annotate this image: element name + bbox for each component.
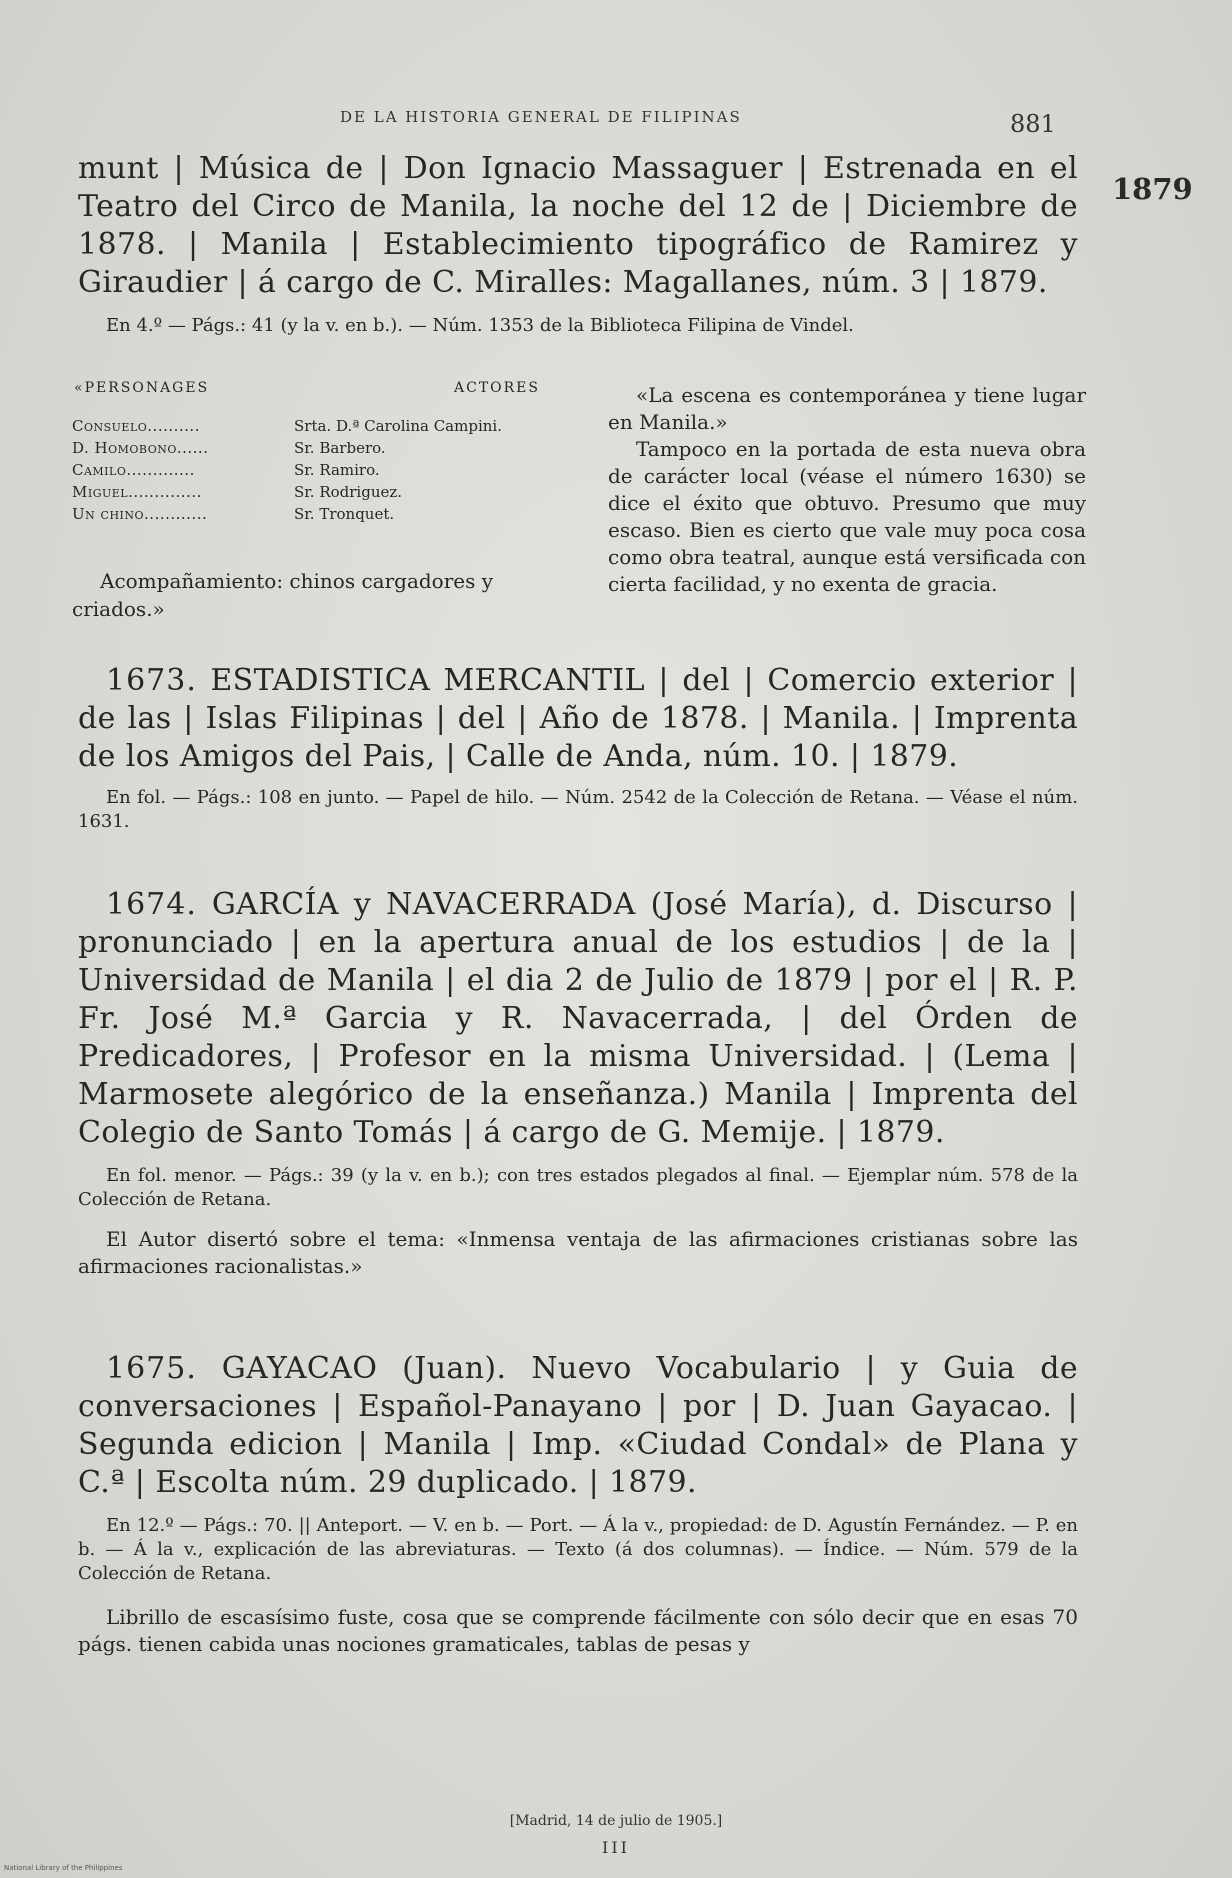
cast-row	[72, 416, 602, 438]
cast-header-actors: ACTORES	[454, 380, 540, 396]
cast-header	[72, 378, 602, 398]
cast-row	[72, 482, 602, 504]
entry-text: ESTADISTICA MERCANTIL | del | Comercio exterior | de las | Islas Filipinas | del | Año de 1878. | Manila. | Imprenta de los Amigos del Pais, | Calle de Anda, núm. 10. | 1879.	[78, 663, 1079, 774]
cast-role: Consuelo..........	[72, 417, 200, 435]
cast-role: Un chino............	[72, 505, 208, 523]
margin-year: 1879	[1112, 172, 1193, 206]
continuation-text: munt | Música de | Don Ignacio Massaguer | Estrenada en el Teatro del Circo de Manila, la noche del 12 de | Diciembre de 1878. | Manila | Establecimiento tipográfico de Ramirez y Giraudier | á cargo de C. Miralles: Magallanes, núm. 3 | 1879.	[78, 151, 1078, 300]
entry-1675	[78, 1350, 1078, 1658]
commentary: Tampoco en la portada de esta nueva obra de carácter local (véase el número 1630) se dice el éxito que obtuvo. Presumo que muy escaso. Bien es cierto que vale muy poca cosa como obra teatral, aunque está versificada con cierta facilidad, y no exenta de gracia.	[608, 437, 1086, 596]
cast-actor: Sr. Tronquet.	[294, 505, 395, 523]
entry-note: En fol. — Págs.: 108 en junto. — Papel de hilo. — Núm. 2542 de la Colección de Retana. — Véase el núm. 1631.	[78, 787, 1078, 832]
cast-role: D. Homobono......	[72, 439, 209, 457]
scene-note: «La escena es contemporánea y tiene lugar en Manila.»	[608, 383, 1086, 434]
entry-title	[78, 662, 1078, 776]
entry-number: 1673.	[106, 663, 197, 698]
cast-header-roles: «PERSONAGES	[74, 380, 210, 396]
entry-title	[78, 886, 1078, 1152]
entry-1674	[78, 886, 1078, 1280]
entry-number: 1674.	[106, 887, 197, 922]
cast-actor: Sr. Rodriguez.	[294, 483, 403, 501]
page-number: 881	[1010, 110, 1056, 138]
cast-actor: Srta. D.ª Carolina Campini.	[294, 417, 502, 435]
cast-actor: Sr. Ramiro.	[294, 461, 380, 479]
entry-comment: Librillo de escasísimo fuste, cosa que se comprende fácilmente con sólo decir que en esas 70 págs. tienen cabida unas nociones gramaticales, tablas de pesas y	[78, 1605, 1078, 1656]
continuation-block	[78, 150, 1078, 338]
cast-role: Miguel..............	[72, 483, 202, 501]
entry-comment: El Autor disertó sobre el tema: «Inmensa ventaja de las afirmaciones cristianas sobre las afirmaciones racionalistas.»	[78, 1227, 1078, 1278]
right-column	[608, 382, 1086, 598]
entry-note: En 12.º — Págs.: 70. || Anteport. — V. en b. — Port. — Á la v., propiedad: de D. Agustín Fernández. — P. en b. — Á la v., explicación de las abreviaturas. — Texto (á dos columnas). — Índice. — Núm. 579 de la Colección de Retana.	[78, 1515, 1078, 1584]
entry-1673	[78, 662, 1078, 834]
cast-row	[72, 460, 602, 482]
entry-text: GAYACAO (Juan). Nuevo Vocabulario | y Guia de conversaciones | Español-Panayano | por | D. Juan Gayacao. | Segunda edicion | Manila | Imp. «Ciudad Condal» de Plana y C.ª | Escolta núm. 29 duplicado. | 1879.	[78, 1351, 1078, 1500]
cast-row	[72, 438, 602, 460]
accompaniment-text: Acompañamiento: chinos cargadores y criados.»	[72, 569, 494, 621]
cast-role: Camilo.............	[72, 461, 195, 479]
signature-mark: III	[602, 1838, 630, 1857]
library-credit: National Library of the Philippines	[4, 1864, 123, 1872]
entry-number: 1675.	[106, 1351, 197, 1386]
entry-title	[78, 1350, 1078, 1502]
cast-list	[72, 378, 602, 526]
continuation-note: En 4.º — Págs.: 41 (y la v. en b.). — Núm. 1353 de la Biblioteca Filipina de Vindel.	[106, 315, 854, 336]
cast-actor: Sr. Barbero.	[294, 439, 386, 457]
print-date: [Madrid, 14 de julio de 1905.]	[509, 1813, 723, 1829]
entry-note: En fol. menor. — Págs.: 39 (y la v. en b.); con tres estados plegados al final. — Ejemplar núm. 578 de la Colección de Retana.	[78, 1165, 1078, 1210]
cast-row	[72, 504, 602, 526]
running-title: DE LA HISTORIA GENERAL DE FILIPINAS	[340, 108, 742, 126]
entry-text: GARCÍA y NAVACERRADA (José María), d. Discurso | pronunciado | en la apertura anual de los estudios | de la | Universidad de Manila | el dia 2 de Julio de 1879 | por el | R. P. Fr. José M.ª Garcia y R. Navacerrada, | del Órden de Predicadores, | Profesor en la misma Universidad. | (Lema | Marmosete alegórico de la enseñanza.) Manila | Imprenta del Colegio de Santo Tomás | á cargo de G. Memije. | 1879.	[78, 887, 1079, 1150]
